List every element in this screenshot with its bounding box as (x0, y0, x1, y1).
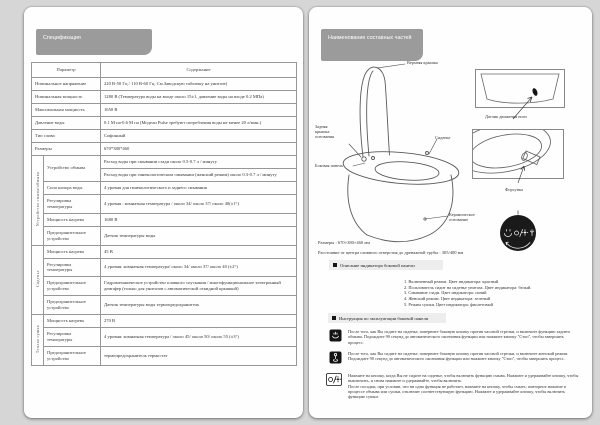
value-cell: 4 уровня : комнатная температура / около 34/ около 37/ около 40(±1°) (101, 194, 297, 213)
instruction-row (326, 373, 580, 400)
value-cell: 1280 В (Температура воды на входе около 15±1, давление воды на входе 0.2 МПа) (101, 90, 297, 103)
table-row (32, 181, 297, 194)
value-cell: 1650 В (101, 103, 297, 116)
instruction-row (329, 351, 580, 364)
param-cell: Тип слива (32, 129, 101, 142)
value-cell: 670*380*460 (101, 142, 297, 155)
female-wash-icon (329, 351, 342, 364)
col-header-param: Параметр (32, 63, 101, 78)
col-header-value: Содержание (101, 63, 297, 78)
label-seat: Сиденье (435, 135, 451, 140)
table-header-row (32, 63, 297, 78)
side-panel-knob (495, 209, 541, 255)
table-row (32, 90, 297, 103)
instruction-text: Нажмите на кнопку, когда Вы не сидите на сиденье, чтобы включить функцию смыва. Нажмите и удерживайте кнопку, чтобы выключить, и снова нажмите и удерживайте, чтобы включить. (348, 373, 579, 384)
param-cell: Давление воды (32, 116, 101, 129)
label-rear-cover: Задняя крышка основания (315, 124, 335, 140)
param-cell: Номинальная мощность (32, 90, 101, 103)
value-cell: 220 В-50 Гц / 110 В-60 Гц. См.Заводскую табличку на унитазе) (101, 77, 297, 90)
param-cell: Предохранительное устройство (44, 296, 101, 315)
param-cell: Предохранительное устройство (44, 277, 101, 296)
value-cell: 45 В (101, 245, 297, 258)
table-row (32, 347, 297, 366)
group-label-seat (32, 245, 44, 315)
param-cell: Номинальное напряжение (32, 77, 101, 90)
rear-wash-icon (329, 329, 342, 342)
param-cell: Размеры (32, 142, 101, 155)
stop-flush-icon (326, 373, 342, 386)
list-item: 4. Женский режим. Цвет индикатора: зеленый (404, 295, 491, 301)
table-row (32, 296, 297, 315)
param-cell: Сила напора воды (44, 181, 101, 194)
value-cell: 4 уровня для гинекологического и заднего смывания (101, 181, 297, 194)
group-label-text: Теплая сушка (34, 325, 40, 354)
value-cell: Расход воды при смывании сзади около 0.5-0.7 л / минуту (101, 155, 297, 168)
table-row (32, 245, 297, 258)
param-cell: Устройство обмыва (44, 155, 101, 181)
param-cell: Мощность нагрева (44, 315, 101, 328)
components-title: Наименование составных частей (321, 29, 423, 61)
specification-title: Спецификация (36, 29, 152, 55)
instruction-text: После того, как Вы сидите на сиденье, поверните боковую кнопку против часовой стрелки, и включите функцию заднего обмыва. Подождите 90 секунд до автоматического окончания функции или нажмите кнопку "Стоп", чтобы завершить процесс. (348, 329, 571, 345)
value-cell: 270 В (101, 315, 297, 328)
list-item: 1. Включенный режим. Цвет индикатора: красный (404, 279, 499, 284)
label-ceramic-base: Керамическое основание (449, 212, 475, 223)
param-cell: Предохранительное устройство (44, 347, 101, 366)
param-cell: Мощность нагрева (44, 245, 101, 258)
group-label-wash-unit (32, 155, 44, 245)
table-row (32, 77, 297, 90)
indicator-color-list (404, 279, 584, 307)
section-indicator-header (329, 260, 443, 270)
drain-distance-line: Расстояние от центра сливного отверстия до дренажной трубы : 305/400 мм (318, 250, 464, 255)
section-instruction-title: Инструкция по эксплуатации боковой панели (339, 315, 429, 321)
table-row (32, 315, 297, 328)
dimensions-line: Размеры : 670×380×460 мм (318, 240, 370, 245)
value-cell: 4 уровня: комнатная температура / около 45/ около 50/ около 55 (±3°) (101, 328, 297, 347)
value-cell: Датчик температуры воды термопредохранитель (101, 296, 297, 315)
table-row (32, 277, 297, 296)
param-cell: Регулировка температуры (44, 194, 101, 213)
section-bullet-icon (332, 316, 336, 320)
group-label-text: Сиденье (34, 270, 40, 288)
table-row (32, 155, 297, 168)
toilet-side-view-diagram (317, 59, 469, 249)
page-specification (24, 7, 303, 418)
nozzle-inset-diagram (472, 129, 564, 185)
table-row (32, 213, 297, 226)
table-row (32, 226, 297, 245)
page-components (309, 7, 592, 418)
list-item: 3. Смывание сзади. Цвет индикатора: синий (404, 290, 487, 296)
value-cell: Расход воды при гинекологическом смывании (женский режим) около 0.3-0.7 л / минуту (101, 168, 297, 181)
table-row (32, 328, 297, 347)
knob-body (500, 215, 536, 251)
label-foot-sensor: Датчик движения ноги (485, 114, 527, 119)
param-cell: Мощность нагрева (44, 213, 101, 226)
param-cell: Регулировка температуры (44, 328, 101, 347)
value-cell: Сифонный (101, 129, 297, 142)
value-cell: 4 уровня: комнатная температура/ около 34/ около 37/ около 40 (±2°) (101, 258, 297, 277)
value-cell: Гидромеханическое устройство плавного спускания / многофункциональное электронный демпфер (только для унитазов с автоматической откидной крышкой) (101, 277, 297, 296)
param-cell: Предохранительное устройство (44, 226, 101, 245)
instruction-extra-text: После посадки, при условии, что ни одна функция не работает, нажмите на кнопку, чтобы смыть; повторное нажатие в процессе обмыва или сушки, отключит соответствующую функцию. Нажмите и удерживайте кнопку, чтобы включить функцию сушки. (348, 383, 566, 400)
value-cell: 1680 В (101, 213, 297, 226)
value-cell: Датчик температуры воды (101, 226, 297, 245)
section-indicator-title: Описание индикатора боковой панели (340, 262, 415, 268)
label-nozzle: Форсунка (505, 187, 523, 192)
instruction-row (329, 329, 580, 345)
table-row (32, 116, 297, 129)
table-row (32, 194, 297, 213)
section-bullet-icon (333, 263, 337, 267)
list-item: 2. Пользователь сидит на сиденье унитаза. Цвет индикатора: белый. (404, 284, 532, 290)
label-side-panel: Боковая панель (315, 163, 344, 168)
section-instruction-header (328, 313, 446, 323)
table-row (32, 142, 297, 155)
table-row (32, 258, 297, 277)
specification-table (31, 62, 297, 366)
table-row (32, 129, 297, 142)
group-label-text: Устройство смыва/обмыва (34, 172, 40, 227)
label-top-cover: Верхняя крышка (407, 60, 438, 65)
foot-sensor-dot (531, 87, 538, 96)
instruction-text: После того, как Вы сидите на сиденье, поверните боковую кнопку против часовой стрелки, и включите женский режим. Подождите 90 секунд до автоматического окончания функции или нажмите кнопку "Стоп", чтобы завершить процесс. (348, 351, 569, 362)
param-cell: Максимальная мощность (32, 103, 101, 116)
value-cell: 0.1 М па-0.6 М па (Модели Pulse требуют потребления воды не менее 20 л/мин.) (101, 116, 297, 129)
list-item: 5. Режим сушки. Цвет индикатора: фиолетовый (404, 301, 493, 307)
param-cell: Регулировка температуры (44, 258, 101, 277)
table-row (32, 103, 297, 116)
value-cell: термопредохранитель термостат (101, 347, 297, 366)
group-label-warm-dry (32, 315, 44, 366)
